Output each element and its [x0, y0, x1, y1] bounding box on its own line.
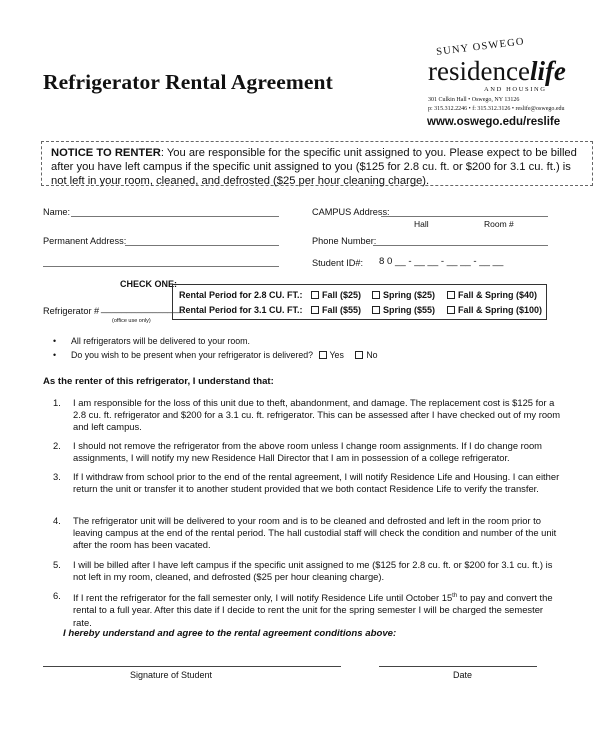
- date-field[interactable]: [379, 666, 537, 667]
- logo-address: 301 Culkin Hall • Oswego, NY 13126: [428, 97, 520, 103]
- no-label: No: [366, 350, 378, 360]
- website-link[interactable]: www.oswego.edu/reslife: [427, 116, 561, 128]
- name-field[interactable]: [71, 216, 279, 217]
- permanent-address-field[interactable]: [125, 245, 279, 246]
- checkbox-icon[interactable]: [311, 291, 319, 299]
- notice-body: : You are responsible for the specific unit assigned to you. Please expect to be billed after you have left campus if the specific unit assigned to you ($125 for 2.8 cu. ft. or $200 for 3.1 cu. ft.) is not left in your room, cleaned, and defrosted ($25 per hour cleaning charge).: [51, 147, 577, 187]
- term-item: 3. If I withdraw from school prior to the end of the rental agreement, I will notify Residence Life and Housing. I can either return the unit or transfer it to another student provided that we both contact Residence Life to verify the transfer.: [53, 471, 560, 495]
- term-item: 4. The refrigerator unit will be delivered to your room and is to be cleaned and defrosted and left in the room prior to leaving campus at the end of the rental period. The hall custodial staff will check the condition and number of the unit after the room has been vacated.: [53, 515, 557, 551]
- notice-box: [41, 141, 593, 186]
- checkbox-icon[interactable]: [372, 291, 380, 299]
- checkbox-icon[interactable]: [447, 306, 455, 314]
- option-3-1-fall[interactable]: Fall ($55): [311, 305, 361, 315]
- check-one-label: CHECK ONE:: [120, 279, 178, 289]
- option-2-8-fall-spring[interactable]: Fall & Spring ($40): [447, 290, 537, 300]
- logo-contact: p: 315.312.2246 • f: 315.312.3126 • reslife@oswego.edu: [428, 106, 565, 112]
- student-id-label: Student ID#:: [312, 258, 364, 268]
- checkbox-icon[interactable]: [447, 291, 455, 299]
- signature-field[interactable]: [43, 666, 341, 667]
- signature-label: Signature of Student: [130, 670, 213, 680]
- rental-row-2-8-label: Rental Period for 2.8 CU. FT.:: [179, 290, 303, 300]
- checkbox-icon[interactable]: [311, 306, 319, 314]
- page-title: Refrigerator Rental Agreement: [43, 70, 333, 94]
- campus-address-field[interactable]: [381, 216, 548, 217]
- refrigerator-number-field[interactable]: ________________: [101, 303, 183, 313]
- yes-label: Yes: [329, 350, 344, 360]
- hall-label: Hall: [414, 219, 429, 229]
- bullet-present: • Do you wish to be present when your refrigerator is delivered? Yes No: [53, 350, 378, 360]
- phone-field[interactable]: [373, 245, 548, 246]
- notice-heading: NOTICE TO RENTER: [51, 147, 161, 159]
- permanent-address-field-2[interactable]: [43, 266, 279, 267]
- yes-checkbox[interactable]: [319, 351, 327, 359]
- student-id-field[interactable]: 8 0 __ - __ __ - __ __ - __ __: [379, 256, 504, 267]
- date-label: Date: [453, 670, 473, 680]
- terms-heading: As the renter of this refrigerator, I understand that:: [43, 376, 274, 387]
- option-3-1-spring[interactable]: Spring ($55): [372, 305, 435, 315]
- term-item: 6. If I rent the refrigerator for the fall semester only, I will notify Residence Life until October 15th to pay and convert the rental to a full year. After this date if I decide to rent the unit for the spring semester I will be charged the semester rate.: [53, 590, 553, 628]
- permanent-address-label: Permanent Address:: [43, 236, 127, 246]
- term-item: 1. I am responsible for the loss of this unit due to theft, abandonment, and damage. The replacement cost is $125 for a 2.8 cu. ft. refrigerator and $200 for a 3.1 cu. ft. refrigerator. This can be assessed after I have checked out of my room and left campus.: [53, 397, 561, 433]
- option-2-8-spring[interactable]: Spring ($25): [372, 290, 435, 300]
- campus-address-label: CAMPUS Address:: [312, 207, 390, 217]
- agreement-statement: I hereby understand and agree to the rental agreement conditions above:: [63, 628, 397, 639]
- name-label: Name:: [43, 207, 71, 217]
- rental-row-3-1-label: Rental Period for 3.1 CU. FT.:: [179, 305, 303, 315]
- logo-housing-text: AND HOUSING: [484, 86, 547, 93]
- phone-label: Phone Number:: [312, 236, 377, 246]
- room-label: Room #: [484, 219, 514, 229]
- logo-residence: residence: [428, 56, 530, 86]
- logo-life: life: [529, 56, 566, 86]
- checkbox-icon[interactable]: [372, 306, 380, 314]
- logo-wordmark: [428, 58, 566, 85]
- office-use-note: (office use only): [112, 318, 151, 324]
- no-checkbox[interactable]: [355, 351, 363, 359]
- refrigerator-number-label: Refrigerator #: [43, 306, 100, 316]
- term-item: 5. I will be billed after I have left campus if the specific unit assigned to me ($125 for 2.8 cu. ft. or $200 for 3.1 cu. ft.) is not left in my room, cleaned, and defrosted ($25 per hour cleaning charge).: [53, 559, 553, 583]
- term-item: 2. I should not remove the refrigerator from the above room unless I change room assignments. If I do change room assignments, I will notify my new Residence Hall Director that I am in possession of a college refrigerator.: [53, 440, 542, 464]
- option-3-1-fall-spring[interactable]: Fall & Spring ($100): [447, 305, 542, 315]
- bullet-delivery: • All refrigerators will be delivered to your room.: [53, 336, 250, 346]
- option-2-8-fall[interactable]: Fall ($25): [311, 290, 361, 300]
- logo-suny-text: SUNY OSWEGO: [435, 36, 526, 58]
